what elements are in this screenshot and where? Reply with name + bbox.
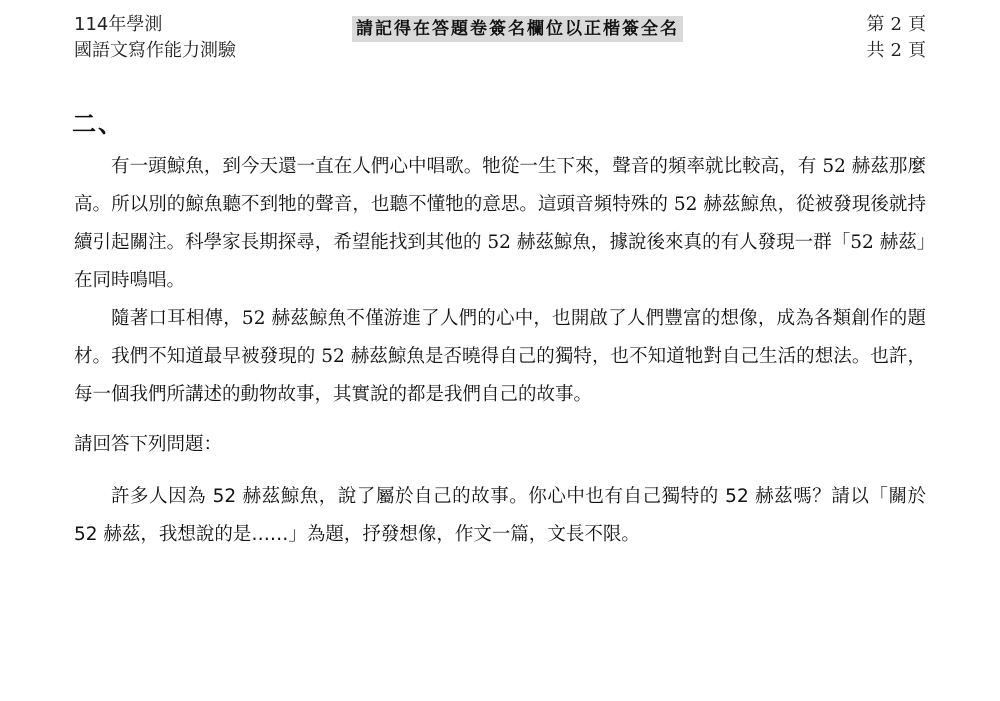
reading-passage (74, 148, 926, 414)
section-heading: 二、 (72, 109, 124, 138)
exam-subject: 國語文寫作能力測驗 (74, 40, 236, 61)
exam-header (74, 12, 236, 64)
passage-paragraph-2: 隨著口耳相傳，52 赫茲鯨魚不僅游進了人們的心中，也開啟了人們豐富的想像，成為各類創作的題材。我們不知道最早被發現的 52 赫茲鯨魚是否曉得自己的獨特，也不知道牠對自己生活的想法。也許，每一個我們所講述的動物故事，其實說的都是我們自己的故事。 (74, 308, 926, 405)
passage-paragraph-1: 有一頭鯨魚，到今天還一直在人們心中唱歌。牠從一生下來，聲音的頻率就比較高，有 52 赫茲那麼高。所以別的鯨魚聽不到牠的聲音，也聽不懂牠的意思。這頭音頻特殊的 52 赫茲鯨魚，從被發現後就持續引起關注。科學家長期探尋，希望能找到其他的 52 赫茲鯨魚，據說後來真的有人發現一群「52 赫茲」在同時鳴唱。 (74, 156, 926, 291)
total-pages: 共 2 頁 (866, 40, 926, 61)
essay-question (74, 478, 926, 554)
prompt-label: 請回答下列問題： (74, 434, 223, 455)
total-pages-number: 2 (890, 40, 902, 61)
page-indicator (867, 12, 926, 64)
page-number: 2 (890, 14, 902, 35)
essay-question-text: 許多人因為 52 赫茲鯨魚，說了屬於自己的故事。你心中也有自己獨特的 52 赫茲嗎？請以「關於 52 赫茲，我想說的是……」為題，抒發想像，作文一篇，文長不限。 (74, 486, 926, 545)
signature-notice: 請記得在答題卷簽名欄位以正楷簽全名 (352, 16, 683, 42)
current-page: 第 2 頁 (866, 14, 926, 35)
exam-year: 114年學測 (74, 14, 163, 35)
